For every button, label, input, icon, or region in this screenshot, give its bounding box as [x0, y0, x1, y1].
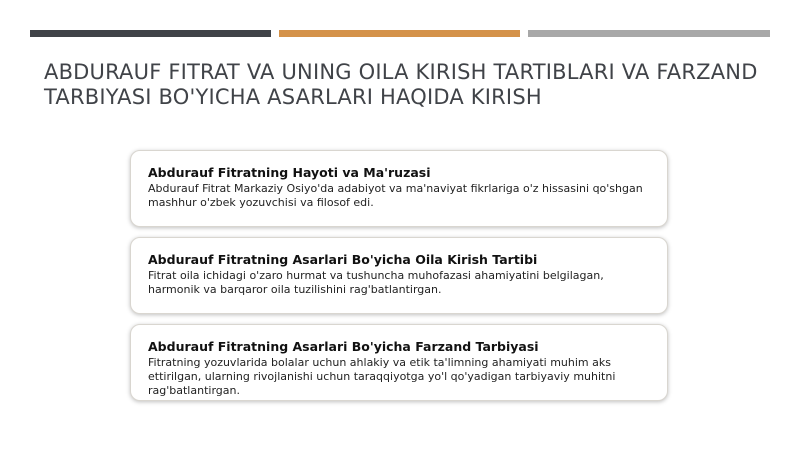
card-title: Abdurauf Fitratning Asarlari Bo'yicha Farzand Tarbiyasi — [148, 339, 539, 354]
info-card-life — [130, 150, 668, 227]
card-title: Abdurauf Fitratning Asarlari Bo'yicha Oila Kirish Tartibi — [148, 252, 538, 267]
slide-title: ABDURAUF FITRAT VA UNING OILA KIRISH TARTIBLARI VA FARZAND TARBIYASI BO'YICHA ASARLARI HAQIDA KIRISH — [44, 60, 758, 109]
card-text: Abdurauf Fitrat Markaziy Osiyo'da adabiyot va ma'naviyat fikrlariga o'z hissasini qo'shgan mashhur o'zbek yozuvchisi va filosof edi. — [148, 182, 643, 209]
accent-bar-dark — [30, 30, 271, 37]
card-text: Fitrat oila ichidagi o'zaro hurmat va tushuncha muhofazasi ahamiyatini belgilagan, harmonik va barqaror oila tuzilishini rag'batlantirgan. — [148, 269, 604, 296]
card-text: Fitratning yozuvlarida bolalar uchun ahlakiy va etik ta'limning ahamiyati muhim aks ettirilgan, ularning rivojlanishi uchun taraqqiyotga yo'l qo'yadigan tarbiyaviy muhitni rag'batlantirgan. — [148, 356, 616, 397]
info-card-family-order — [130, 237, 668, 314]
accent-bar-orange — [279, 30, 520, 37]
accent-bar-gray — [528, 30, 770, 37]
card-title: Abdurauf Fitratning Hayoti va Ma'ruzasi — [148, 165, 431, 180]
info-card-child-upbringing — [130, 324, 668, 401]
